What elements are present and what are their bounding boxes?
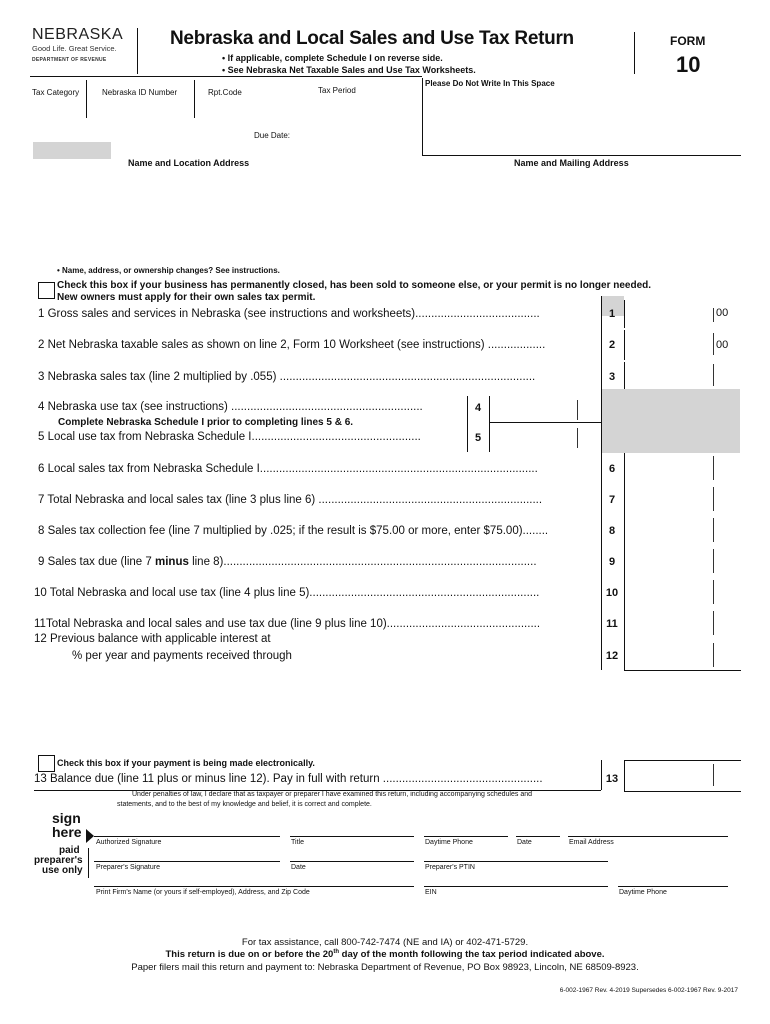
line-8-number: 8 [608,525,616,537]
line-12-amount[interactable] [624,640,741,671]
mailing-note: Paper filers mail this return and payment to: Nebraska Department of Revenue, PO Box 98923, Lincoln, NE 68509-8923. [131,962,639,973]
revision-note: 6-002-1967 Rev. 4-2019 Supersedes 6-002-1967 Rev. 9-2017 [559,987,738,994]
line-9-number: 9 [608,556,616,568]
line-12-text-2: % per year and payments received through [72,650,292,662]
title-label: Title [291,839,304,846]
form-label: FORM [670,34,706,48]
rpt-code-label: Rpt.Code [208,88,242,97]
logo-name: NEBRASKA [32,26,124,43]
business-closed-checkbox[interactable] [38,282,55,299]
paid-label: paid [59,845,80,856]
form-number: 10 [676,52,701,77]
changes-note: • Name, address, or ownership changes? See instructions. [57,266,280,275]
line-9-text: 9 Sales tax due (line 7 minus line 8).................................................................................................. [38,556,537,568]
line-5-number: 5 [474,432,482,444]
line-13-number: 13 [605,773,619,785]
line-2-cents: 00 [716,339,729,351]
preparers-signature-label: Preparer's Signature [96,864,160,871]
line-3-number: 3 [608,371,616,383]
line-11-number: 11 [606,618,618,630]
line-1-cents: 00 [716,307,729,319]
line-10-text: 10 Total Nebraska and local use tax (line 4 plus line 5)........................................................................ [34,587,540,599]
authorized-signature-label: Authorized Signature [96,839,162,846]
ein-label: EIN [425,889,437,896]
schedule-i-note: Complete Nebraska Schedule I prior to completing lines 5 & 6. [58,417,354,428]
line-4-text: 4 Nebraska use tax (see instructions) ............................................................ [38,401,423,413]
tax-period-label: Tax Period [318,86,356,95]
line-4-amount[interactable] [489,396,602,423]
ptin-label: Preparer's PTIN [425,864,475,871]
worksheet-note: • See Nebraska Net Taxable Sales and Use Tax Worksheets. [222,65,476,75]
firm-name-label: Print Firm's Name (or yours if self-employed), Address, and Zip Code [96,889,310,896]
use-only-label: use only [42,865,83,876]
line-10-amount[interactable] [624,578,741,609]
business-closed-label: Check this box if your business has permanently closed, has been sold to someone else, or your permit is no longer needed. [57,280,652,291]
line-6-amount[interactable] [624,453,741,485]
gray-field [33,142,111,159]
nebraska-id-label: Nebraska ID Number [102,88,178,97]
line-6-number: 6 [608,463,616,475]
line-7-number: 7 [608,494,616,506]
electronic-payment-checkbox[interactable] [38,755,55,772]
line-8-amount[interactable] [624,516,741,547]
line-13-amount[interactable] [624,760,741,792]
form-title: Nebraska and Local Sales and Use Tax Return [170,28,574,49]
line-13-text: 13 Balance due (line 11 plus or minus line 12). Pay in full with return .................................................. [34,773,543,785]
line-12-number: 12 [605,650,619,662]
line-2-number: 2 [608,339,616,351]
line-2-text: 2 Net Nebraska taxable sales as shown on line 2, Form 10 Worksheet (see instructions) .................. [38,339,546,351]
firm-phone-label: Daytime Phone [619,889,667,896]
line-8-text: 8 Sales tax collection fee (line 7 multiplied by .025; if the result is $75.00 or more, enter $75.00)........ [38,525,549,537]
due-date-note: This return is due on or before the 20th day of the month following the tax period indicated above. [165,949,605,961]
line-5-amount[interactable] [489,422,602,452]
line-9-amount[interactable] [624,547,741,578]
shaded-area [602,389,740,453]
line-5-text: 5 Local use tax from Nebraska Schedule I..................................................... [38,431,421,443]
logo-department: DEPARTMENT OF REVENUE [32,57,107,63]
line-12-text: 12 Previous balance with applicable interest at [34,633,271,645]
line-4-number: 4 [474,402,482,414]
electronic-payment-label: Check this box if your payment is being made electronically. [57,758,315,768]
line-11-text: 11Total Nebraska and local sales and use tax due (line 9 plus line 10)................................................ [34,618,541,630]
sign-label: sign [52,810,81,826]
line-10-number: 10 [605,587,619,599]
email-address-label: Email Address [569,839,614,846]
line-1-text: 1 Gross sales and services in Nebraska (see instructions and worksheets)....................................... [38,308,540,320]
arrow-icon [86,829,94,843]
nebraska-logo [32,26,132,63]
preparer-date-label: Date [291,864,306,871]
line-1-number: 1 [608,308,616,320]
name-mailing-label: Name and Mailing Address [514,158,629,168]
penalties-statement: Under penalties of law, I declare that as taxpayer or preparer I have examined this return, including accompanying schedules and [132,791,533,798]
logo-tagline: Good Life. Great Service. [32,44,117,53]
here-label: here [52,824,82,840]
daytime-phone-label: Daytime Phone [425,839,473,846]
line-7-amount[interactable] [624,485,741,516]
office-use-box [422,78,741,156]
line-3-amount[interactable] [624,362,741,389]
new-owners-note: New owners must apply for their own sales tax permit. [57,292,316,303]
date-label: Date [517,839,532,846]
due-date-label: Due Date: [254,131,291,140]
name-location-label: Name and Location Address [128,158,250,168]
tax-category-label: Tax Category [32,88,80,97]
line-11-amount[interactable] [624,609,741,640]
line-6-text: 6 Local sales tax from Nebraska Schedule I....................................................................................... [38,463,538,475]
line-3-text: 3 Nebraska sales tax (line 2 multiplied by .055) ................................................................................ [38,371,536,383]
office-use-label: Please Do Not Write In This Space [425,79,555,88]
penalties-statement-2: statements, and to the best of my knowledge and belief, it is correct and complete. [117,801,372,808]
preparers-label: preparer's [34,855,83,866]
line-7-text: 7 Total Nebraska and local sales tax (line 3 plus line 6) ...................................................................... [38,494,543,506]
tax-assistance-note: For tax assistance, call 800-742-7474 (NE and IA) or 402-471-5729. [241,937,529,948]
schedule-note: • If applicable, complete Schedule I on reverse side. [222,53,443,63]
